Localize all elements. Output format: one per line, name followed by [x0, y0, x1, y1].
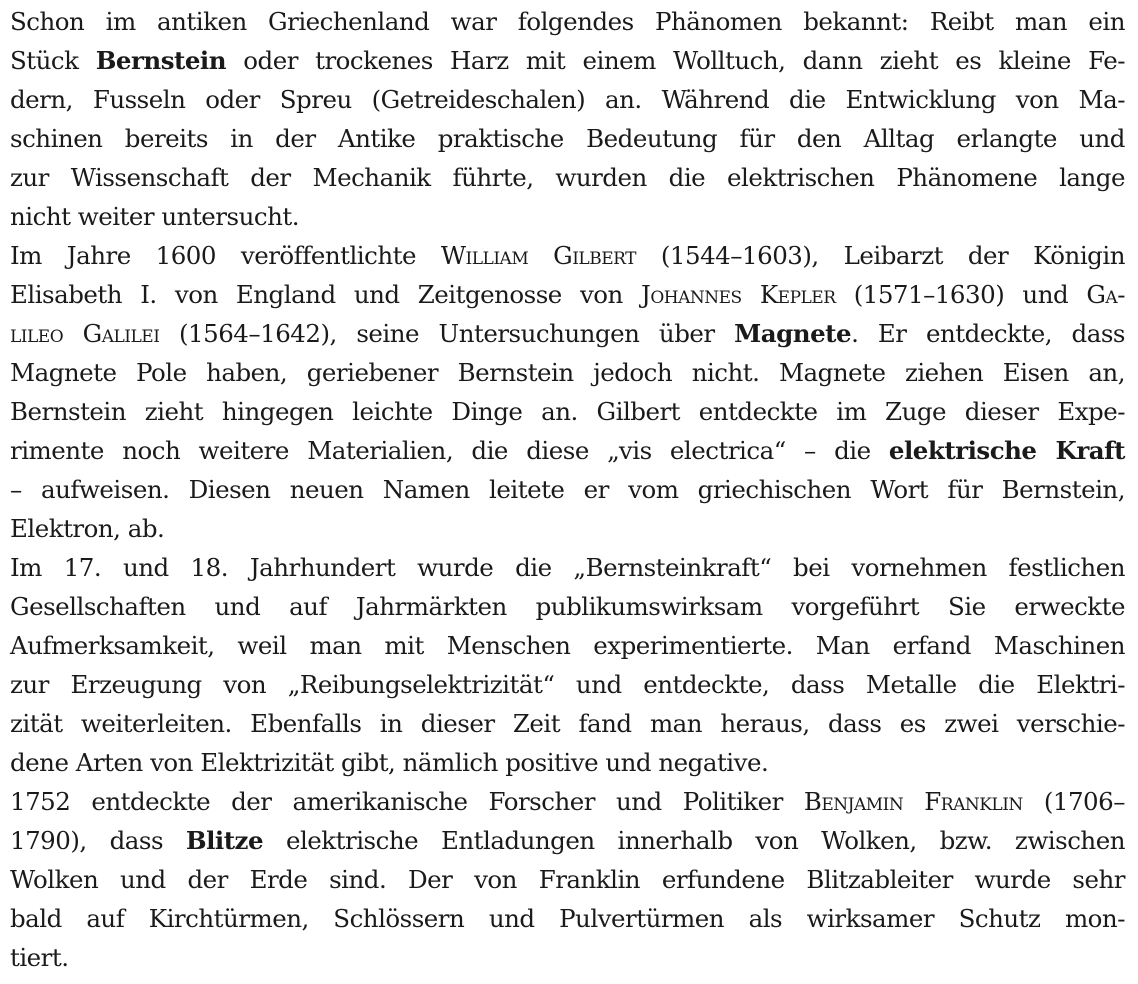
text-segment: zität weiterleiten. Ebenfalls in dieser Zeit fand man heraus, dass es zwei verschie- [10, 709, 1125, 738]
text-segment: nicht weiter untersucht. [10, 202, 299, 231]
text-segment: Im 17. und 18. Jahrhundert wurde die „Bernsteinkraft“ bei vornehmen festlichen [10, 553, 1125, 582]
text-line [10, 41, 1125, 80]
paragraph [10, 2, 1125, 236]
text-line [10, 587, 1125, 626]
text-segment: Bernstein zieht hingegen leichte Dinge an. Gilbert entdeckte im Zuge dieser Expe- [10, 397, 1125, 426]
text-line [10, 119, 1125, 158]
paragraph [10, 236, 1125, 548]
person-name: Benjamin Franklin [803, 787, 1023, 816]
text-segment: Schon im antiken Griechenland war folgendes Phänomen bekannt: Reibt man ein [10, 7, 1125, 36]
text-line [10, 704, 1125, 743]
text-line [10, 548, 1125, 587]
text-segment: 1752 entdeckte der amerikanische Forscher und Politiker [10, 787, 804, 816]
text-segment: zur Erzeugung von „Reibungselektrizität“ und entdeckte, dass Metalle die Elektri- [10, 670, 1125, 699]
text-line [10, 743, 1125, 782]
text-segment: – aufweisen. Diesen neuen Namen leitete er vom griechischen Wort für Bernstein, [10, 475, 1125, 504]
person-name: lileo Galilei [10, 319, 160, 348]
text-line [10, 821, 1125, 860]
text-line [10, 80, 1125, 119]
text-segment: Wolken und der Erde sind. Der von Franklin erfundene Blitzableiter wurde sehr [10, 865, 1125, 894]
text-segment: Aufmerksamkeit, weil man mit Menschen experimentierte. Man erfand Maschinen [10, 631, 1125, 660]
text-segment: (1706– [1022, 787, 1125, 816]
text-segment: 1790), dass [10, 826, 186, 855]
text-line [10, 314, 1125, 353]
text-line [10, 938, 1125, 977]
text-segment: dene Arten von Elektrizität gibt, nämlich positive und negative. [10, 748, 769, 777]
paragraph [10, 782, 1125, 977]
text-line [10, 275, 1125, 314]
text-line [10, 197, 1125, 236]
text-segment: zur Wissenschaft der Mechanik führte, wurden die elektrischen Phänomene lange [10, 163, 1125, 192]
text-line [10, 392, 1125, 431]
text-segment: elektrische Entladungen innerhalb von Wolken, bzw. zwischen [263, 826, 1125, 855]
text-segment: Im Jahre 1600 veröffentlichte [10, 241, 441, 270]
text-line [10, 899, 1125, 938]
bold-term: Bernstein [95, 46, 227, 75]
bold-term: elektrische Kraft [888, 436, 1125, 465]
text-segment: bald auf Kirchtürmen, Schlössern und Pulvertürmen als wirksamer Schutz mon- [10, 904, 1125, 933]
text-line [10, 626, 1125, 665]
bold-term: Magnete [734, 319, 852, 348]
text-segment: tiert. [10, 943, 69, 972]
text-segment: oder trockenes Harz mit einem Wolltuch, dann zieht es kleine Fe- [226, 46, 1126, 75]
person-name: Johannes Kepler [641, 280, 836, 309]
text-segment: Elisabeth I. von England und Zeitgenosse von [10, 280, 642, 309]
text-segment: Elektron, ab. [10, 514, 165, 543]
paragraph [10, 548, 1125, 782]
document-body [10, 2, 1125, 977]
text-line [10, 236, 1125, 275]
text-segment: schinen bereits in der Antike praktische Bedeutung für den Alltag erlangte und [10, 124, 1125, 153]
text-line [10, 509, 1125, 548]
text-line [10, 2, 1125, 41]
text-segment: rimente noch weitere Materialien, die diese „vis electrica“ – die [10, 436, 889, 465]
text-segment: . Er entdeckte, dass [851, 319, 1125, 348]
text-segment: (1571–1630) und [835, 280, 1087, 309]
text-segment: Magnete Pole haben, geriebener Bernstein jedoch nicht. Magnete ziehen Eisen an, [10, 358, 1125, 387]
text-segment: Gesellschaften und auf Jahrmärkten publikumswirksam vorgeführt Sie erweckte [10, 592, 1125, 621]
text-line [10, 782, 1125, 821]
person-name: Ga- [1086, 280, 1125, 309]
text-line [10, 431, 1125, 470]
text-segment: dern, Fusseln oder Spreu (Getreideschalen) an. Während die Entwicklung von Ma- [10, 85, 1125, 114]
text-line [10, 860, 1125, 899]
text-segment: (1544–1603), Leibarzt der Königin [635, 241, 1125, 270]
text-line [10, 353, 1125, 392]
text-line [10, 665, 1125, 704]
text-segment: (1564–1642), seine Untersuchungen über [159, 319, 735, 348]
person-name: William Gilbert [440, 241, 636, 270]
text-line [10, 470, 1125, 509]
bold-term: Blitze [185, 826, 264, 855]
text-segment: Stück [10, 46, 96, 75]
text-line [10, 158, 1125, 197]
